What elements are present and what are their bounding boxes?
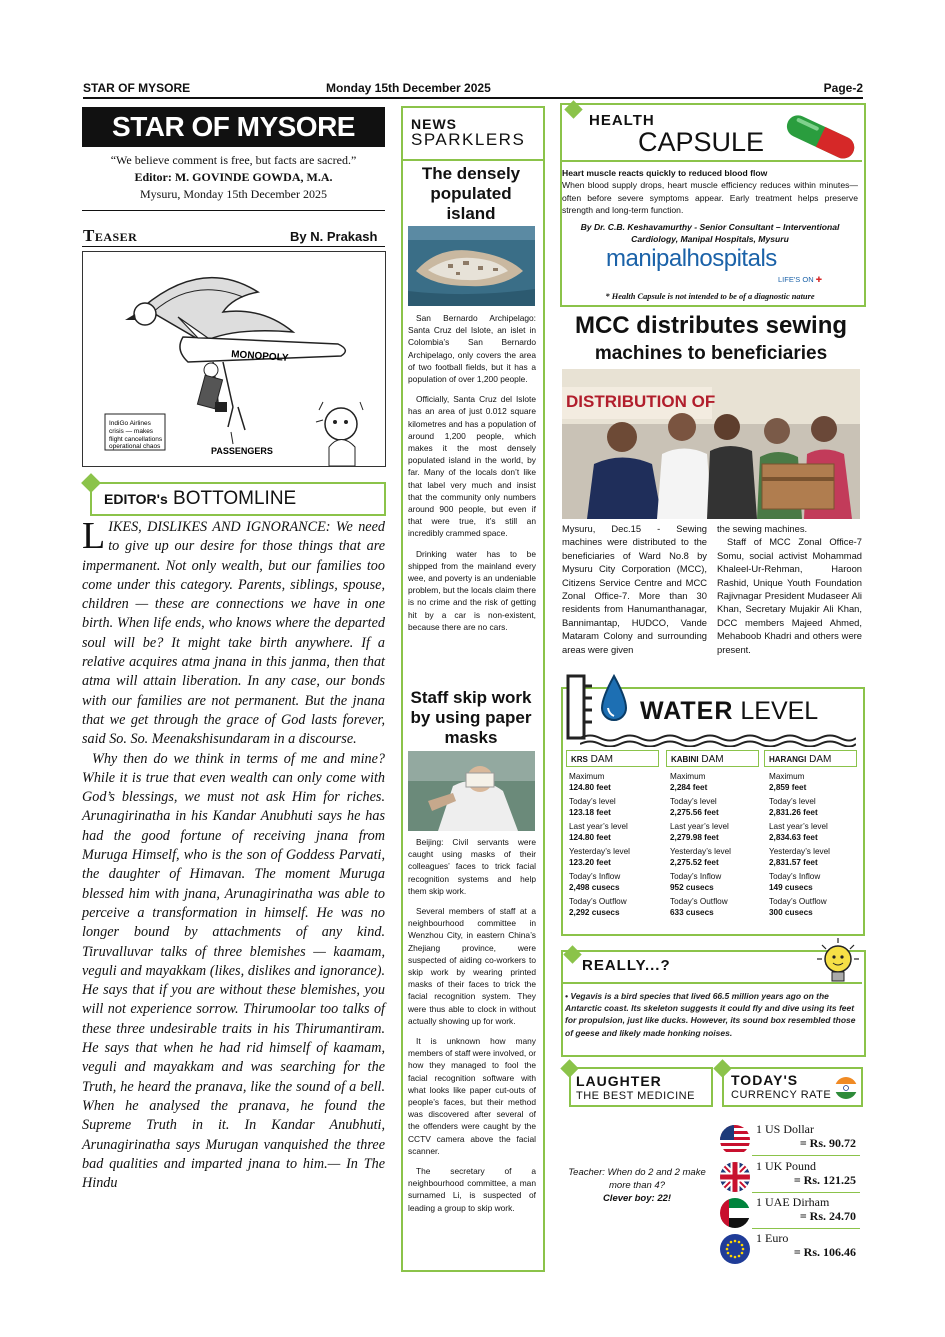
health-byline: By Dr. C.B. Keshavamurthy - Senior Consultant – Interventional Cardiology, Manipal Hospitals, Mysuru: [580, 222, 840, 244]
dam-values-kabini: Maximum 2,284 feet Today’s level 2,275.56 feet Last year’s level 2,279.98 feet Yesterday’s level 2,275.52 feet Today’s Inflow 952 cusecs Today’s Outflow 633 cusecs: [670, 772, 731, 917]
cartoon-note: IndiGo Airlines: [109, 420, 151, 427]
cartoon-drawing: [83, 252, 385, 466]
currency-row-aed: 1 UAE Dirham = Rs. 24.70: [720, 1195, 860, 1231]
mcc-photo: [562, 369, 860, 519]
us-flag-icon: [720, 1125, 750, 1155]
currency-row-gbp: 1 UK Pound = Rs. 121.25: [720, 1159, 860, 1195]
health-label-bold: HEALTH: [589, 112, 655, 129]
currency-row-eur: 1 Euro = Rs. 106.46: [720, 1231, 860, 1267]
mcc-headline-2: machines to beneficiaries: [594, 343, 828, 364]
currency-label-bold: TODAY'S: [731, 1072, 799, 1088]
teaser-rule: [82, 246, 385, 247]
health-label: CAPSULE: [638, 127, 765, 157]
manipal-logo: manipalhospitals: [606, 245, 777, 272]
masks-photo: [408, 751, 535, 831]
really-label: REALLY...?: [582, 957, 671, 974]
teaser-cartoon: [82, 251, 386, 467]
india-flag-icon: [834, 1076, 858, 1105]
page-header: [83, 78, 863, 98]
pill-capsule-icon: [780, 112, 862, 165]
cartoon-label-plane: MONOPOLY: [230, 349, 289, 364]
laughter-joke: Teacher: When do 2 and 2 make more than 4? Clever boy: 22!: [568, 1167, 706, 1204]
teaser-byline: By N. Prakash: [290, 229, 378, 244]
currency-row-usd: 1 US Dollar = Rs. 90.72: [720, 1122, 860, 1158]
mcc-text-col1: Mysuru, Dec.15 - Sewing machines were distributed to the beneficiaries of Ward No.8 by Mysuru City Corporation (MCC), Citizens Service Centre and MCC Zonal Office-7. More than 30 residents from Hanumanthanagar, Bannimantap, HUDCO, Vande Mataram Colony and surrounding areas were given: [562, 523, 707, 655]
masthead-subtitle: [82, 152, 385, 203]
masthead-title: STAR OF MYSORE: [82, 107, 385, 147]
eu-flag-icon: [720, 1234, 750, 1264]
sparkler-title-island: The densely populated island: [421, 164, 521, 223]
health-body: Heart muscle reacts quickly to reduced blood flow When blood supply drops, heart muscle efficiency reduces within minutes—often before severe symptoms appear. Early treatment helps preserve strength and long-term function.: [562, 168, 858, 215]
manipal-tagline: LIFE'S ON ✚: [778, 275, 822, 284]
svg-text:operational chaos: operational chaos: [109, 443, 161, 450]
editors-bottomline-label: EDITOR's BOTTOMLINE: [90, 482, 386, 516]
sparkler-title-masks: Staff skip work by using paper masks: [410, 688, 532, 747]
masthead-motto: “We believe comment is free, but facts are sacred.”: [110, 153, 357, 167]
masthead-dateline: Mysuru, Monday 15th December 2025: [140, 187, 327, 201]
dam-header-harangi: HARANGI DAM: [764, 750, 857, 767]
news-sparklers-label: NEWS SPARKLERS: [411, 116, 526, 149]
water-level-label: WATER LEVEL: [640, 697, 819, 725]
dam-header-kabini: KABINI DAM: [666, 750, 759, 767]
sparkler-body-masks: Beijing: Civil servants were caught using masks of their colleagues’ faces to trick facial recognition systems and help them skip work. Several members of staff at a neighbourhood committee in Wenzhou City, in eastern China’s Zhejiang province, were suspected of aiding co-workers to skip work by wearing printed masks of their faces to trick the facial recognition system. They were thus able to clock in without actually showing up for work. It is unknown how many members of staff were involved, or how they managed to fool the facial recognition software with what looks like paper cut-outs of people’s faces, but their method was discovered after several of the offenders were caught by the CCTV camera above the facial scanner. The secretary of a neighbourhood committee, a man surnamed Li, is suspected of leading a group to skip work.: [408, 837, 536, 1213]
laughter-label: THE BEST MEDICINE: [576, 1090, 695, 1102]
header-rule: [83, 97, 863, 99]
editors-bottomline-body: LIKES, DISLIKES AND IGNORANCE: We need to give up our desire for those things that are impermanent. Not only wealth, but our families too come under this category. Parents, siblings, spouse, children — these are connections we have in one birth. When life ends, who knows where the departed soul will be? It might take birth anywhere. If a relative acquires atma jnana in this janma, then that atma will attain liberation. In any case, our bonds with our families are not permanent. But the jnana that we get through the grace of God lasts forever, said So. So. Meenakshisundaram in a discourse. Why then do we think in terms of me and mine? While it is true that even wealth can only come with God’s blessings, we must not ask Him for riches. Arunagirinatha in his Kandar Anubhuti says he has had the good fortune of receiving jnana from Muruga Himself, who is the son of Goddess Parvati, the daughter of Himavan. The moment Muruga blessed him with jnana, Arunagirinatha was able to perceive a transformation in himself. He was no longer bound by attachments of any kind. Tiruvalluvar talks of three blemishes — kaamam, veguli and mayakkam (likes, dislikes and ignorance). He says that if you are without these blemishes, you will not experience sorrow. Thirumoolar too talks of these three undesirable traits in his Thirumantiram. He says that when he had rid himself of kaamam, veguli and mayakkam and was searching for the Truth, he heard the pranava, like the sound of a bell. When he analysed the pranava, he found the Supreme Truth in it. In Kandar Anubhuti, Arunagirinatha says Murugan vanquished the three bad qualities and imparted jnana to him.— In The Hindu: [82, 515, 385, 1192]
dam-header-krs: KRS DAM: [566, 750, 659, 767]
cartoon-label-passengers: PASSENGERS: [211, 446, 273, 456]
island-photo: [408, 226, 535, 306]
mcc-text-col2: the sewing machines. Staff of MCC Zonal Office-7 Somu, social activist Mohammad Khaleel-Ur-Rehman, Haroon Rashid, Unique Youth Foundation Rajivnagar President Mudaseer Ali Khan, Secretary Mujakir Ali Khan, DCC members Majeed Ahmed, Mehaboob Khadri and others were present.: [717, 523, 862, 655]
mcc-banner: DISTRIBUTION OF: [566, 392, 716, 411]
masthead-rule: [82, 210, 385, 211]
uk-flag-icon: [720, 1162, 750, 1192]
really-body: • Vegavis is a bird species that lived 66.5 million years ago on the Antarctic coast. Its skeleton suggests it could fly and dive using its feet for propulsion, just like ducks. However, its sound box resembled those of geese and likely made honking noises.: [565, 991, 856, 1038]
sparkler-body-island: San Bernardo Archipelago: Santa Cruz del Islote, an islet in Colombia’s San Bernardo Archipelago, only covers the area of two football fields, but it has a population of over 1,200 people. Officially, Santa Cruz del Islote has an area of just 0.012 square kilometres and has a population of around 1,200 people, which makes it the most densely populated island in the world, by far. Many of the locals don’t like that label very much and insist that the community only numbers around 900 people, but even if that were true, it’s still an incredibly crammed space. Drinking water has to be shipped from the mainland every wee, and poverty is an undeniable problem, but the locals claim there is no crime and the risk of getting hit by a car is non-existent, because there are no cars.: [408, 313, 536, 632]
uae-flag-icon: [720, 1198, 750, 1228]
bullet: •: [565, 991, 571, 1001]
svg-text:flight cancellations: flight cancellations: [109, 436, 163, 443]
dam-values-harangi: Maximum 2,859 feet Today’s level 2,831.26 feet Last year’s level 2,834.63 feet Yesterday’s level 2,831.57 feet Today’s Inflow 149 cusecs Today’s Outflow 300 cusecs: [769, 772, 830, 917]
teaser-title: Teaser: [83, 226, 138, 245]
svg-text:crisis — makes: crisis — makes: [109, 428, 154, 435]
currency-label: CURRENCY RATE: [731, 1089, 832, 1101]
mcc-headline-1: MCC distributes sewing: [574, 312, 848, 339]
drop-cap: L: [82, 515, 106, 557]
health-note: * Health Capsule is not intended to be of a diagnostic nature: [605, 292, 815, 301]
header-date: Monday 15th December 2025: [326, 81, 491, 95]
laughter-label-bold: LAUGHTER: [576, 1073, 662, 1089]
masthead-editor: Editor: M. GOVINDE GOWDA, M.A.: [134, 170, 333, 184]
header-page-number: Page-2: [823, 81, 863, 95]
dam-values-krs: Maximum 124.80 feet Today’s level 123.18 feet Last year’s level 124.80 feet Yesterday’s level 123.20 feet Today’s Inflow 2,498 cusecs Today’s Outflow 2,292 cusecs: [569, 772, 630, 917]
header-paper-name: STAR OF MYSORE: [83, 81, 191, 95]
